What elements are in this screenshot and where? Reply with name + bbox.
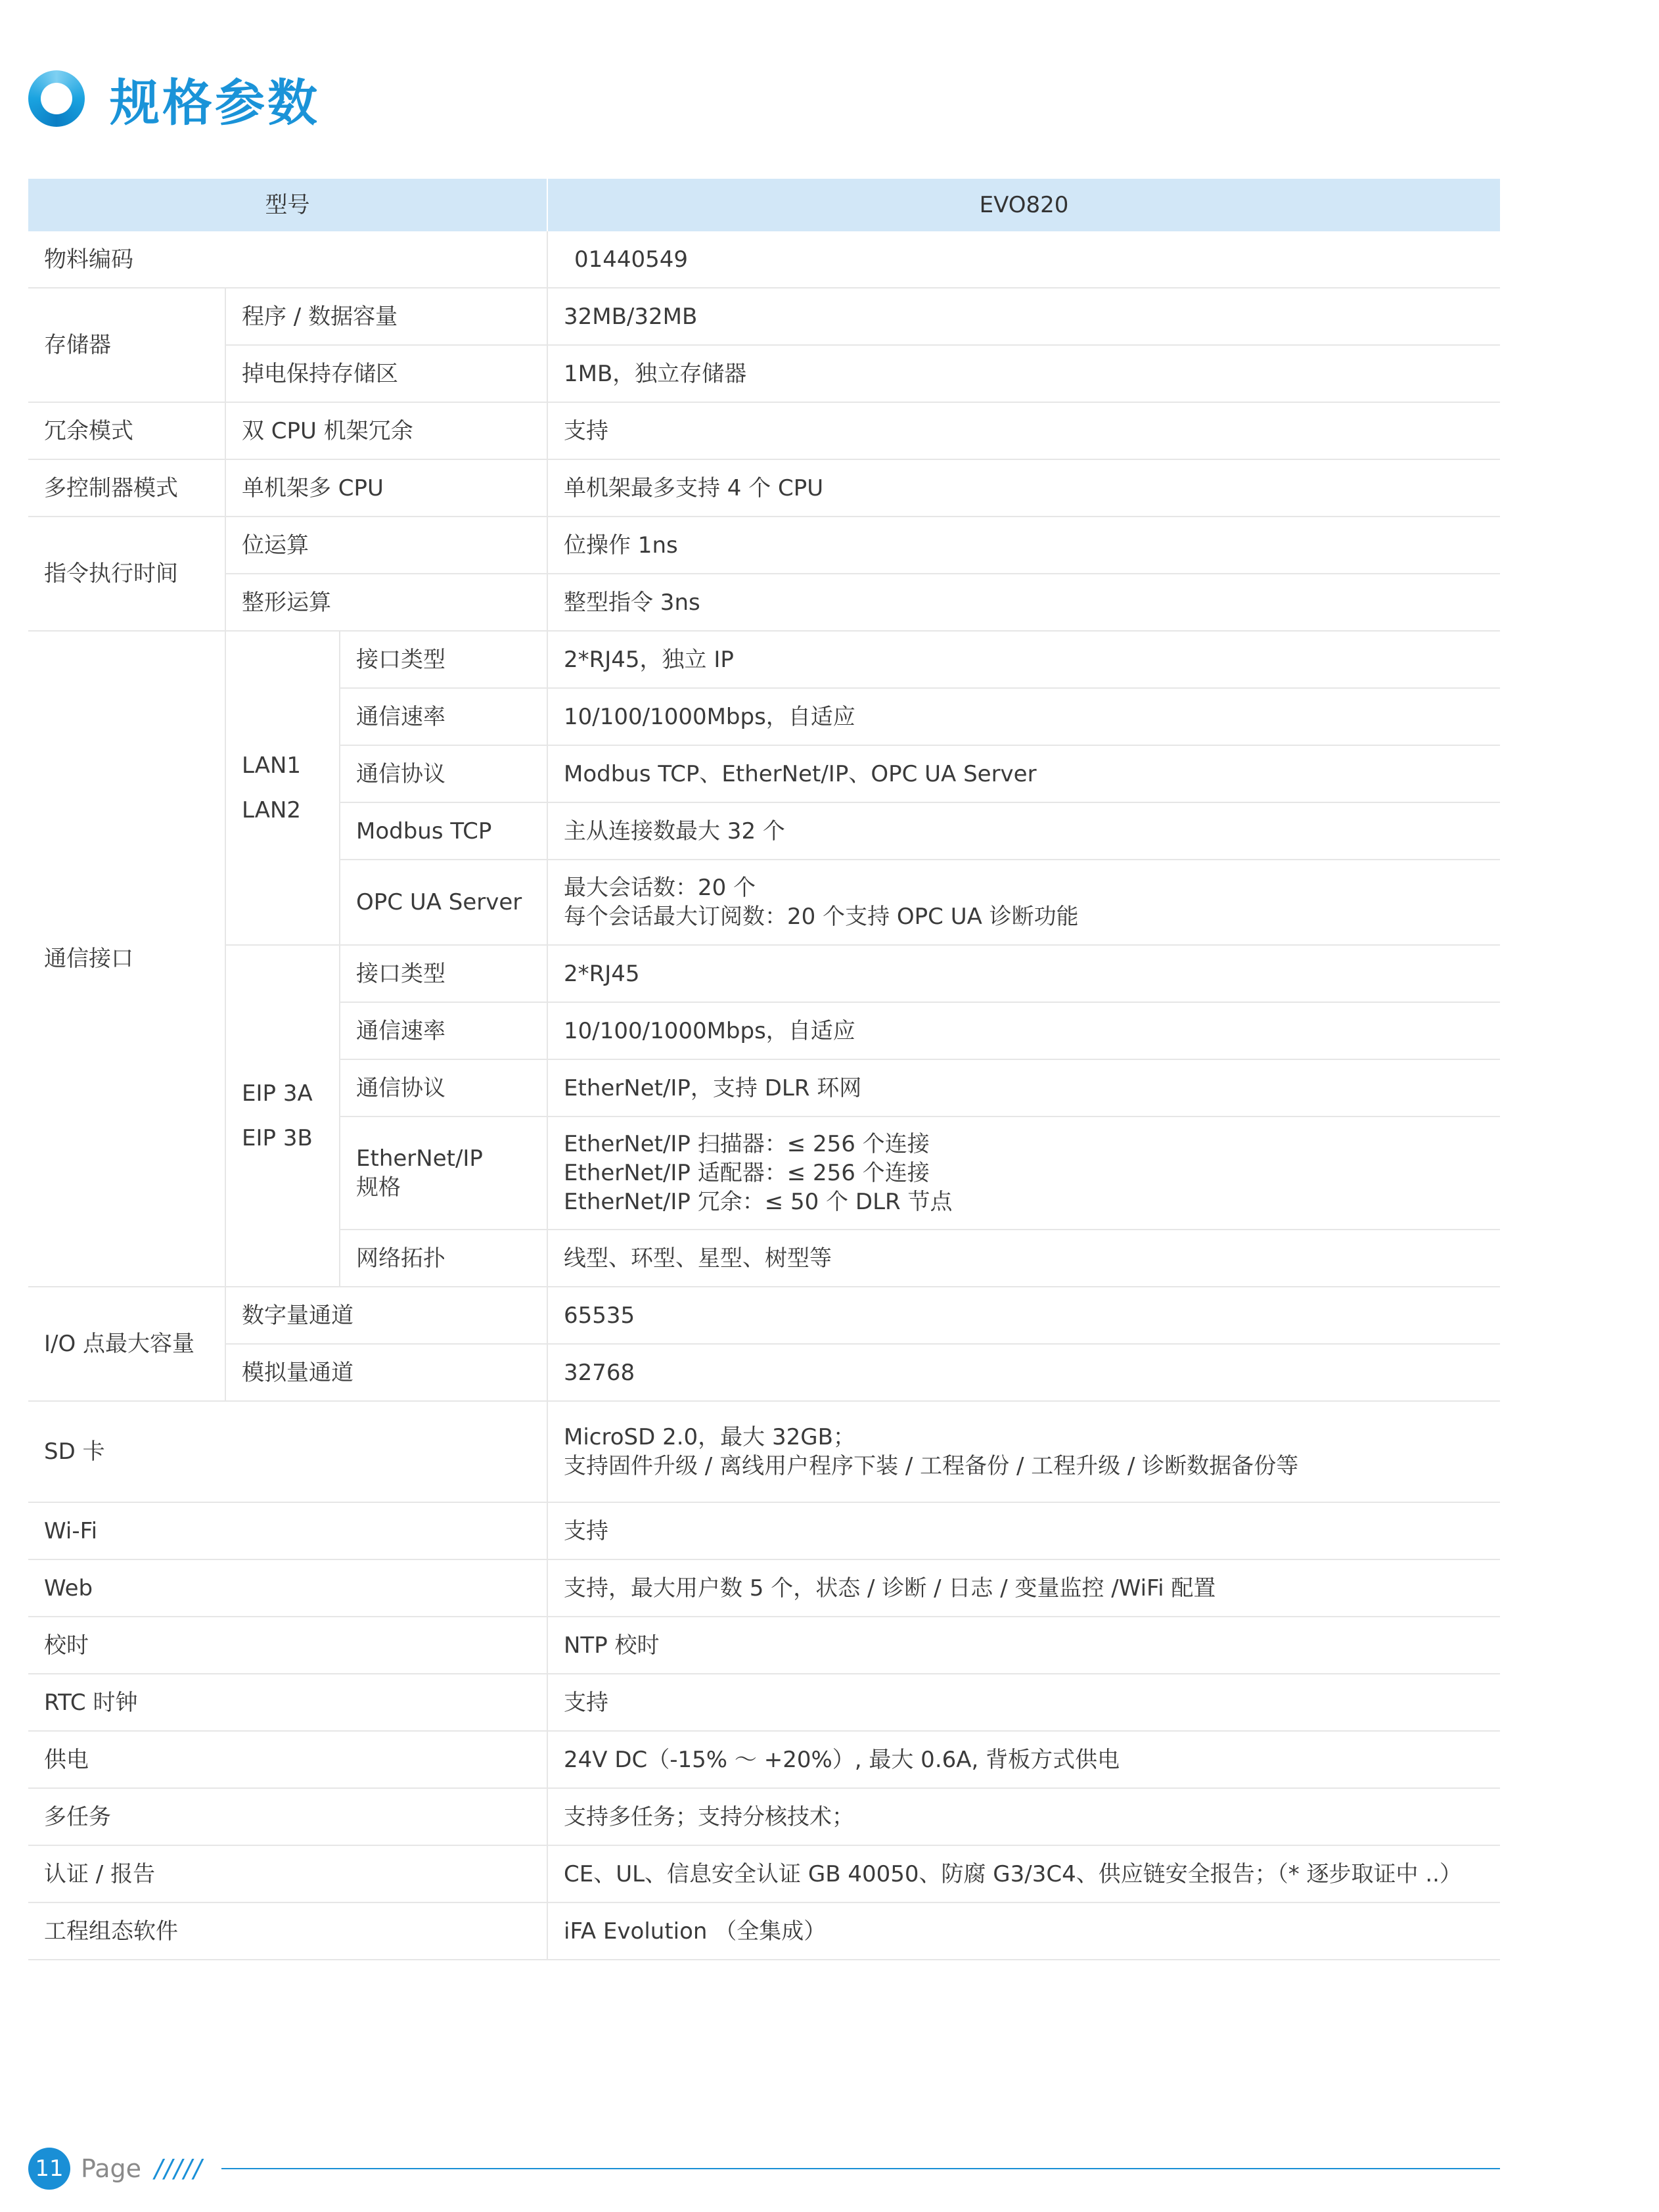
table-row	[28, 288, 1500, 345]
page-footer	[28, 2142, 1500, 2195]
group-label: 多控制器模式	[28, 459, 225, 517]
table-row	[28, 517, 1500, 574]
row-value: 单机架最多支持 4 个 CPU	[547, 459, 1500, 517]
value-line: EtherNet/IP 扫描器：≤ 256 个连接	[564, 1131, 930, 1157]
row-label: 接口类型	[340, 945, 547, 1002]
table-row	[28, 1401, 1500, 1502]
table-row	[28, 574, 1500, 631]
row-value: 10/100/1000Mbps，自适应	[547, 1002, 1500, 1059]
eip-ports	[225, 945, 340, 1287]
row-label: 通信速率	[340, 1002, 547, 1059]
lan-port-1: LAN1	[242, 752, 302, 779]
table-row	[28, 1902, 1500, 1960]
row-value: EtherNet/IP，支持 DLR 环网	[547, 1059, 1500, 1117]
row-value	[547, 860, 1500, 945]
table-row	[28, 945, 1500, 1002]
row-label: 数字量通道	[225, 1287, 547, 1344]
row-value: 支持	[547, 1502, 1500, 1559]
row-label: 通信速率	[340, 688, 547, 745]
row-value: 32MB/32MB	[547, 288, 1500, 345]
header-model-label: 型号	[28, 179, 547, 231]
row-value: CE、UL、信息安全认证 GB 40050、防腐 G3/3C4、供应链安全报告；（* 逐步取证中 ..）	[547, 1845, 1500, 1902]
row-label: Modbus TCP	[340, 802, 547, 860]
row-label: 认证 / 报告	[28, 1845, 547, 1902]
header-model-value: EVO820	[547, 179, 1500, 231]
row-label: 双 CPU 机架冗余	[225, 402, 547, 459]
row-value: 支持，最大用户数 5 个，状态 / 诊断 / 日志 / 变量监控 /WiFi 配置	[547, 1559, 1500, 1617]
row-value: 主从连接数最大 32 个	[547, 802, 1500, 860]
row-label: 程序 / 数据容量	[225, 288, 547, 345]
label-line: 规格	[356, 1174, 401, 1201]
table-row	[28, 231, 1500, 288]
table-row	[28, 345, 1500, 402]
row-label: SD 卡	[28, 1401, 547, 1502]
row-label: 模拟量通道	[225, 1344, 547, 1401]
row-label: 物料编码	[28, 231, 547, 288]
group-label: 存储器	[28, 288, 225, 402]
table-row	[28, 1559, 1500, 1617]
row-label: Web	[28, 1559, 547, 1617]
page-title: 规格参数	[110, 73, 320, 132]
page-label: Page	[81, 2154, 141, 2183]
row-value: 整型指令 3ns	[547, 574, 1500, 631]
row-value: 支持	[547, 402, 1500, 459]
row-value: 2*RJ45	[547, 945, 1500, 1002]
row-label: 校时	[28, 1617, 547, 1674]
footer-divider	[221, 2168, 1500, 2169]
group-label: I/O 点最大容量	[28, 1287, 225, 1401]
row-value	[547, 1117, 1500, 1230]
row-value: 01440549	[547, 231, 1500, 288]
row-value: 10/100/1000Mbps，自适应	[547, 688, 1500, 745]
group-label: 通信接口	[28, 631, 225, 1287]
lan-port-2: LAN2	[242, 797, 302, 823]
table-row	[28, 631, 1500, 688]
row-value: iFA Evolution （全集成）	[547, 1902, 1500, 1960]
table-row	[28, 1287, 1500, 1344]
row-label: RTC 时钟	[28, 1674, 547, 1731]
value-line: 支持固件升级 / 离线用户程序下装 / 工程备份 / 工程升级 / 诊断数据备份等	[564, 1453, 1299, 1479]
row-value: NTP 校时	[547, 1617, 1500, 1674]
row-label: Wi-Fi	[28, 1502, 547, 1559]
section-heading	[28, 66, 320, 131]
group-label: 冗余模式	[28, 402, 225, 459]
row-label: 位运算	[225, 517, 547, 574]
table-header-row	[28, 179, 1500, 231]
table-row	[28, 459, 1500, 517]
value-line: 每个会话最大订阅数：20 个支持 OPC UA 诊断功能	[564, 904, 1079, 930]
row-value: 位操作 1ns	[547, 517, 1500, 574]
row-label: 通信协议	[340, 745, 547, 802]
row-value: 1MB，独立存储器	[547, 345, 1500, 402]
row-value: 24V DC（-15% ～ +20%）, 最大 0.6A, 背板方式供电	[547, 1731, 1500, 1788]
row-label: 整形运算	[225, 574, 547, 631]
row-label: 掉电保持存储区	[225, 345, 547, 402]
label-line: EtherNet/IP	[356, 1145, 483, 1172]
row-value: 65535	[547, 1287, 1500, 1344]
table-row	[28, 1788, 1500, 1845]
row-value: 32768	[547, 1344, 1500, 1401]
row-label: 通信协议	[340, 1059, 547, 1117]
table-row	[28, 1617, 1500, 1674]
table-row	[28, 1845, 1500, 1902]
spec-table	[28, 179, 1500, 1960]
value-line: 最大会话数：20 个	[564, 875, 756, 901]
value-line: MicroSD 2.0，最大 32GB；	[564, 1424, 855, 1450]
value-line: EtherNet/IP 适配器：≤ 256 个连接	[564, 1160, 930, 1186]
row-value: 2*RJ45，独立 IP	[547, 631, 1500, 688]
row-label	[340, 1117, 547, 1230]
table-row	[28, 402, 1500, 459]
row-label: 供电	[28, 1731, 547, 1788]
table-row	[28, 1674, 1500, 1731]
eip-port-2: EIP 3B	[242, 1125, 313, 1151]
row-label: 多任务	[28, 1788, 547, 1845]
group-label: 指令执行时间	[28, 517, 225, 631]
row-value: 支持	[547, 1674, 1500, 1731]
row-label: OPC UA Server	[340, 860, 547, 945]
row-value: 线型、环型、星型、树型等	[547, 1230, 1500, 1287]
value-line: EtherNet/IP 冗余：≤ 50 个 DLR 节点	[564, 1189, 953, 1215]
row-label: 工程组态软件	[28, 1902, 547, 1960]
slash-decoration: /////	[154, 2154, 204, 2183]
row-label: 网络拓扑	[340, 1230, 547, 1287]
row-value	[547, 1401, 1500, 1502]
table-row	[28, 1344, 1500, 1401]
page-number: 11	[28, 2148, 70, 2190]
row-label: 单机架多 CPU	[225, 459, 547, 517]
table-row	[28, 1731, 1500, 1788]
row-value: 支持多任务；支持分核技术；	[547, 1788, 1500, 1845]
lan-ports	[225, 631, 340, 945]
ring-icon	[28, 70, 85, 127]
row-label: 接口类型	[340, 631, 547, 688]
row-value: Modbus TCP、EtherNet/IP、OPC UA Server	[547, 745, 1500, 802]
eip-port-1: EIP 3A	[242, 1080, 313, 1107]
table-row	[28, 1502, 1500, 1559]
